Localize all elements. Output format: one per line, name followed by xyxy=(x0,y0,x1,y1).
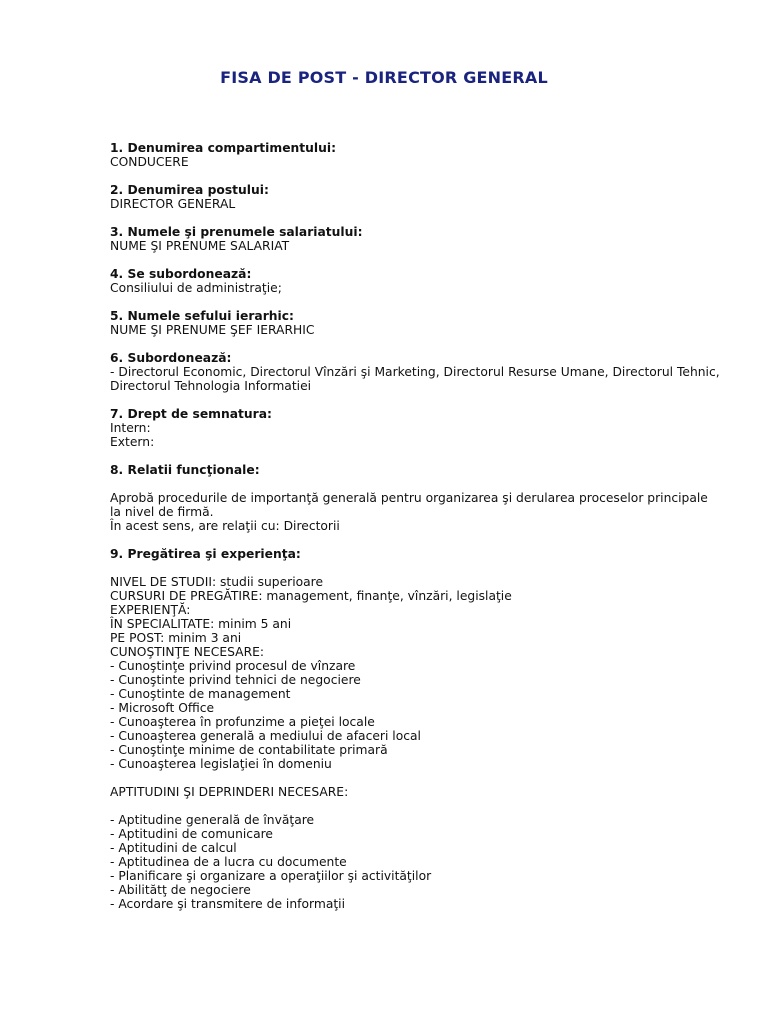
list-item: PE POST: minim 3 ani xyxy=(110,631,242,645)
section-4-heading: 4. Se subordonează: xyxy=(110,267,252,281)
list-item: - Aptitudinea de a lucra cu documente xyxy=(110,855,347,869)
list-item: - Aptitudine generală de învăţare xyxy=(110,813,315,827)
section-2-heading: 2. Denumirea postului: xyxy=(110,183,269,197)
list-item: CURSURI DE PREGĂTIRE: management, finanţe, vînzări, legislaţie xyxy=(110,589,512,603)
section-7-heading: 7. Drept de semnatura: xyxy=(110,407,272,421)
document-title: FISA DE POST - DIRECTOR GENERAL xyxy=(220,68,548,87)
signature-extern: Extern: xyxy=(110,435,155,449)
list-item: - Planificare şi organizare a operaţiilor şi activităţilor xyxy=(110,869,432,883)
section-1-heading: 1. Denumirea compartimentului: xyxy=(110,141,337,155)
section-6-heading: 6. Subordonează: xyxy=(110,351,232,365)
section-9-list xyxy=(110,575,720,771)
list-item: CUNOŞTINŢE NECESARE: xyxy=(110,645,265,659)
section-3-heading: 3. Numele şi prenumele salariatului: xyxy=(110,225,363,239)
section-5-value: NUME ŞI PRENUME ŞEF IERARHIC xyxy=(110,323,315,337)
document-body xyxy=(110,141,720,911)
list-item: - Cunoştinţe privind procesul de vînzare xyxy=(110,659,356,673)
list-item: - Cunoaşterea generală a mediului de afaceri local xyxy=(110,729,421,743)
list-item: - Cunoaşterea legislaţiei în domeniu xyxy=(110,757,332,771)
signature-intern: Intern: xyxy=(110,421,151,435)
list-item: - Cunoştinte de management xyxy=(110,687,291,701)
section-9-heading: 9. Pregătirea şi experienţa: xyxy=(110,547,301,561)
list-item: - Cunoştinte privind tehnici de negociere xyxy=(110,673,361,687)
list-item: - Microsoft Office xyxy=(110,701,215,715)
list-item: - Aptitudini de calcul xyxy=(110,841,237,855)
section-2-value: DIRECTOR GENERAL xyxy=(110,197,236,211)
list-item: EXPERIENŢĂ: xyxy=(110,603,191,617)
aptitudes-heading: APTITUDINI ŞI DEPRINDERI NECESARE: xyxy=(110,785,349,799)
section-5-heading: 5. Numele sefului ierarhic: xyxy=(110,309,294,323)
list-item: ÎN SPECIALITATE: minim 5 ani xyxy=(110,617,292,631)
section-1-value: CONDUCERE xyxy=(110,155,189,169)
list-item: NIVEL DE STUDII: studii superioare xyxy=(110,575,324,589)
section-8-heading: 8. Relatii funcţionale: xyxy=(110,463,260,477)
list-item: - Aptitudini de comunicare xyxy=(110,827,273,841)
section-6-value: - Directorul Economic, Directorul Vînzări şi Marketing, Directorul Resurse Umane, Directorul Tehnic, Directorul Tehnologia Informatiei xyxy=(110,365,720,393)
section-8-relations: În acest sens, are relaţii cu: Directorii xyxy=(110,519,340,533)
list-item: - Cunoştinţe minime de contabilitate primară xyxy=(110,743,388,757)
list-item: - Acordare şi transmitere de informaţii xyxy=(110,897,346,911)
list-item: - Cunoaşterea în profunzime a pieţei locale xyxy=(110,715,375,729)
section-4-value: Consiliului de administraţie; xyxy=(110,281,282,295)
aptitudes-list xyxy=(110,813,720,911)
list-item: - Abilitătţ de negociere xyxy=(110,883,251,897)
section-3-value: NUME ŞI PRENUME SALARIAT xyxy=(110,239,290,253)
section-8-paragraph: Aprobă procedurile de importanţă generală pentru organizarea şi derularea proceselor principale la nivel de firmă. xyxy=(110,491,708,519)
